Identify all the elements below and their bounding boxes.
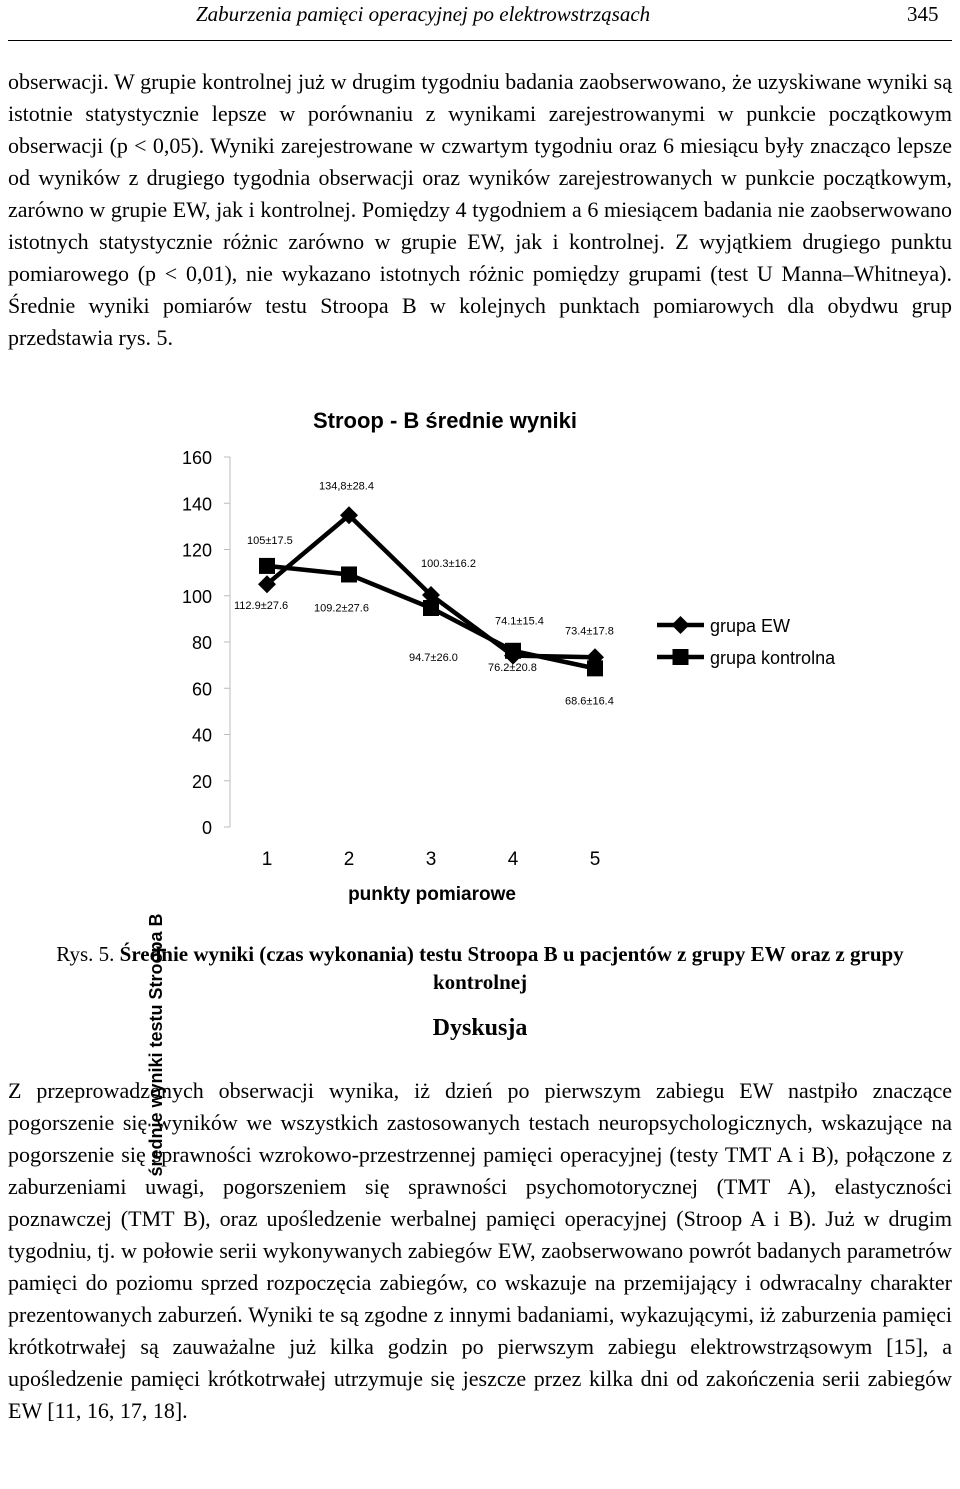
data-label-ew: 134,8±28.4 — [319, 480, 374, 493]
legend-marker-control — [673, 649, 689, 665]
data-label-ew: 74.1±15.4 — [495, 615, 544, 628]
x-axis — [262, 849, 601, 870]
figure-caption-text: Średnie wyniki (czas wykonania) testu Stroopa B u pacjentów z grupy EW oraz z grupy kontrolnej — [119, 942, 904, 994]
x-tick-label: 5 — [589, 849, 601, 870]
data-point-control — [259, 558, 275, 574]
legend-label-ew: grupa EW — [710, 616, 791, 636]
y-tick-label: 0 — [201, 818, 212, 838]
data-point-control — [505, 643, 521, 659]
data-point-control — [341, 566, 357, 582]
data-point-control — [587, 660, 603, 676]
y-tick-label: 140 — [181, 494, 212, 515]
data-label-control: 112.9±27.6 — [234, 599, 289, 612]
chart-legend — [657, 616, 836, 668]
page-number: 345 — [907, 2, 939, 26]
y-tick-label: 100 — [181, 586, 212, 607]
y-tick-label: 60 — [191, 679, 212, 700]
data-point-control — [423, 600, 439, 616]
data-label-ew: 73.4±17.8 — [565, 625, 614, 638]
data-label-control: 76.2±20.8 — [488, 661, 537, 674]
data-label-ew: 105±17.5 — [247, 535, 293, 548]
figure-caption-number: Rys. 5. — [56, 942, 115, 966]
figure-caption — [30, 940, 930, 996]
data-label-ew: 100.3±16.2 — [421, 558, 476, 571]
y-tick-label: 40 — [191, 725, 212, 746]
y-axis — [182, 448, 230, 838]
section-heading: Dyskusja — [432, 1015, 528, 1041]
data-label-control: 68.6±16.4 — [565, 695, 614, 708]
body-paragraph-discussion: Z przeprowadzonych obserwacji wynika, iż dzień po pierwszym zabiegu EW nastpiło znaczące pogorszenie się wyników we wszystkich zastosowanych testach neuropsychologicznych, wskazujące na pogorszenie się sprawności wzrokowo-przestrzennej pamięci operacyjnej (testy TMT A i B), połączone z zaburzeniami uwagi, pogorszeniem się sprawności psychomotorycznej (TMT A), elastyczności poznawczej (TMT B), oraz upośledzenie werbalnej pamięci operacyjnej (Stroop A i B). Już w drugim tygodniu, tj. w połowie serii wykonywanych zabiegów EW, zaobserwowano powrót badanych parametrów pamięci do poziomu sprzed rozpoczęcia zabiegów, co wskazuje na przemijający i odwracalny charakter prezentowanych zaburzeń. Wyniki te są zgodne z innymi badaniami, wykazującymi, iż zaburzenia pamięci krótkotrwałej są zauważalne już kilka godzin po pierwszym zabiegu elektrowstrząsowym [15], a upośledzenie pamięci krótkotrwałej utrzymuje się jeszcze przez kilka dni od zakończenia serii zabiegów EW [11, 16, 17, 18]. — [8, 1078, 952, 1423]
x-tick-label: 1 — [261, 849, 273, 870]
running-title: Zaburzenia pamięci operacyjnej po elektrowstrząsach — [196, 2, 651, 26]
running-header — [0, 0, 960, 44]
legend-label-control: grupa kontrolna — [710, 648, 836, 668]
chart-title: Stroop - B średnie wyniki — [312, 408, 578, 433]
y-axis-label: średnie wyniki testu Stroopa B — [146, 913, 166, 1177]
x-tick-label: 4 — [507, 849, 519, 870]
x-axis-label: punkty pomiarowe — [348, 884, 516, 905]
legend-marker-ew — [672, 616, 690, 634]
y-tick-label: 120 — [181, 540, 212, 561]
x-tick-label: 2 — [343, 849, 355, 870]
header-rule — [8, 40, 952, 41]
body-paragraph-results: obserwacji. W grupie kontrolnej już w drugim tygodniu badania zaobserwowano, że uzyskiwane wyniki są istotnie statystycznie lepsze w porównaniu z wynikami zarejestrowanymi w punkcie początkowym obserwacji (p < 0,05). Wyniki zarejestrowane w czwartym tygodniu oraz 6 miesiącu były znacząco lepsze od wyników z drugiego tygodnia obserwacji oraz wyników zarejestrowanych w punkcie początkowym, zarówno w grupie EW, jak i kontrolnej. Pomiędzy 4 tygodniem a 6 miesiącem badania nie zaobserwowano istotnych statystycznie różnic zarówno w grupie EW, jak i kontrolnej. Z wyjątkiem drugiego punktu pomiarowego (p < 0,01), nie wykazano istotnych różnic pomiędzy grupami (test U Manna–Whitneya). Średnie wyniki pomiarów testu Stroopa B w kolejnych punktach pomiarowych dla obydwu grup przedstawia rys. 5. — [8, 69, 952, 350]
data-label-control: 94.7±26.0 — [409, 652, 458, 665]
y-tick-label: 20 — [191, 771, 212, 792]
y-tick-label: 80 — [191, 633, 212, 653]
data-label-control: 109.2±27.6 — [314, 602, 369, 615]
x-tick-label: 3 — [425, 849, 437, 870]
y-tick-label: 160 — [181, 448, 212, 468]
series-lines — [258, 506, 604, 676]
